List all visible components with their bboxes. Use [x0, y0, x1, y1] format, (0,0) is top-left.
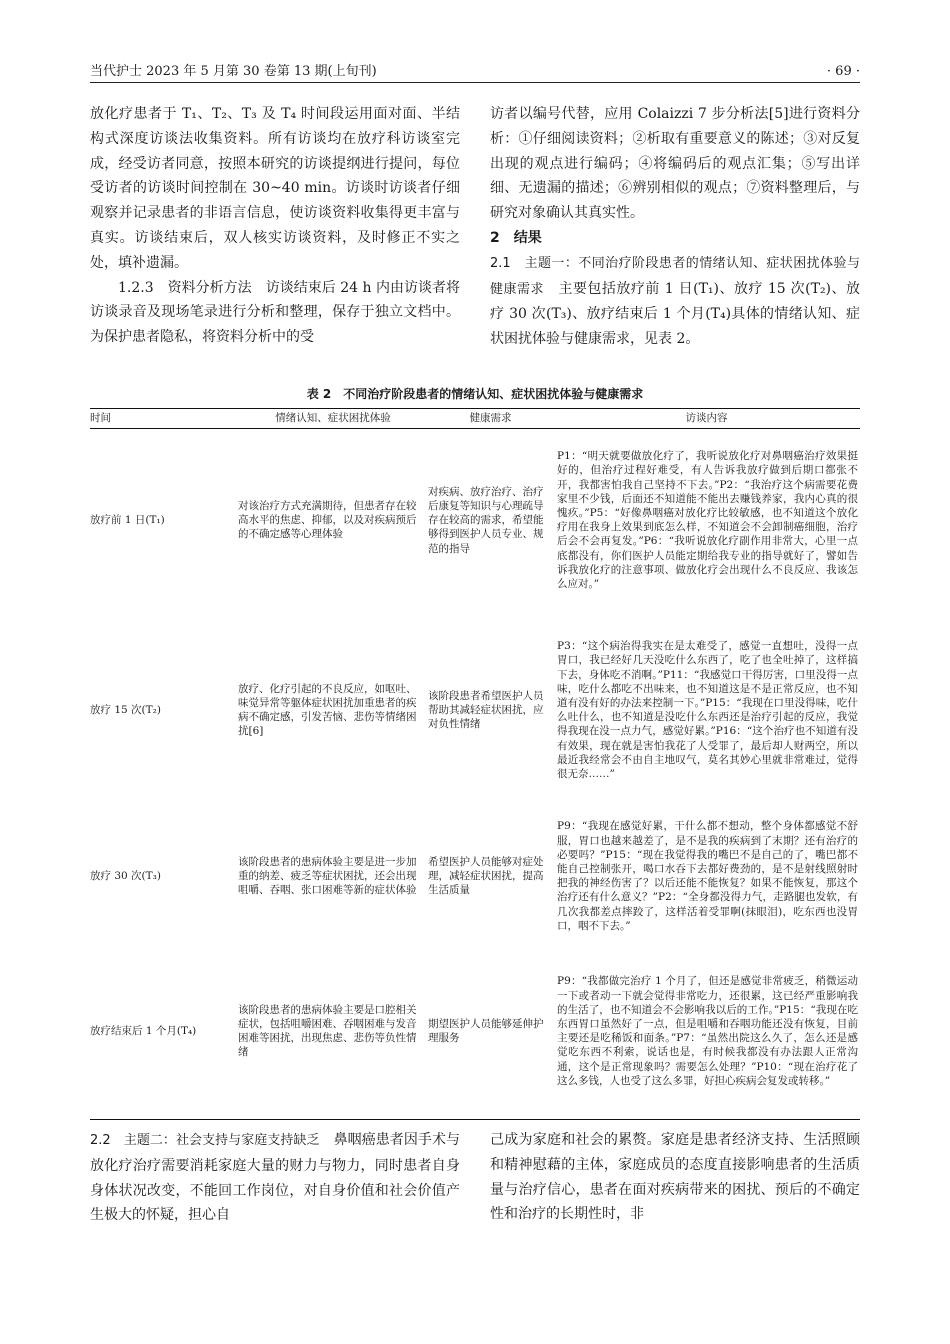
section-2-2-body: 鼻咽癌患者因手术与放化疗治疗需要消耗家庭大量的财力与物力，同时患者自身身体状况改变，不能回工作岗位，对自身价值和社会价值产生极大的怀疑，担心自: [90, 1132, 461, 1224]
section-1-2-3: [90, 276, 460, 350]
cell-time: 放疗 30 次(T₃): [90, 870, 161, 883]
header-time: 时间: [90, 409, 238, 429]
cell-time: 放疗结束后 1 个月(T₄): [90, 941, 238, 1120]
cell-time: 放疗前 1 日(T₁): [90, 514, 165, 527]
cell-time: 放疗 15 次(T₂): [90, 704, 161, 717]
section-2-1-body: 主要包括放疗前 1 日(T₁)、放疗 15 次(T₂)、放疗 30 次(T₃)、放疗结束后 1 个月(T₄)具体的情绪认知、症状困扰体验与健康需求，见表 2。: [490, 280, 860, 348]
cell-need: 希望医护人员能够对症处理，减轻症状困扰，提高生活质量: [428, 855, 544, 897]
cell-content: P9：“我都做完治疗 1 个月了，但还是感觉非常疲乏，稍微运动一下或者动一下就会觉得非常吃力，还很累，这已经严重影响我的生活了，也不知道会不会影响我以后的工作。”P15：“我现在吃东西胃口虽然好了一点，但是咀嚼和吞咽功能还没有恢复，目前主要还是吃稀饭和面条。”P7：“虽然出院这么久了，怎么还是感觉吃东西不利索，说话也是，有时候我都没有办法跟人正常沟通，这个是正常现象吗？需要怎么处理？”P10：“现在治疗花了这么多钱，人也受了这么多罪，好担心疾病会复发或转移。”: [553, 941, 860, 1120]
cell-emotion: 对该治疗方式充满期待，但患者存在较高水平的焦虑、抑郁，以及对疾病预后的不确定感等心理体验: [238, 499, 417, 541]
table-row: [90, 941, 860, 1120]
top-right-column: [490, 102, 860, 352]
header-need: 健康需求: [428, 409, 553, 429]
bottom-right-column: [490, 1128, 860, 1227]
running-header: [90, 62, 860, 83]
section-2-2: [90, 1128, 460, 1228]
family-support-paragraph: 己成为家庭和社会的累赘。家庭是患者经济支持、生活照顾和精神慰藉的主体，家庭成员的态度直接影响患者的生活质量与治疗信心，患者在面对疾病带来的困扰、预后的不确定性和治疗的长期性时，非: [490, 1132, 860, 1223]
results-table: [90, 408, 860, 1120]
cell-emotion: 放疗、化疗引起的不良反应，如呕吐、味觉异常等躯体症状困扰加重患者的疾病不确定感，引发苦恼、悲伤等情绪困扰[6]: [238, 682, 417, 738]
section-2-1-title: 2.1 主题一：不同治疗阶段患者的情绪认知、症状困扰体验与健康需求: [490, 255, 860, 297]
cell-need: 对疾病、放疗治疗、治疗后康复等知识与心理疏导存在较高的需求，希望能够得到医护人员专业、规范的指导: [428, 485, 544, 555]
table-row: [90, 809, 860, 941]
cell-need: 该阶段患者希望医护人员帮助其减轻症状困扰，应对负性情绪: [428, 689, 544, 731]
section-1-2-3-title: 1.2.3 资料分析方法: [118, 279, 252, 296]
header-emotion: 情绪认知、症状困扰体验: [238, 409, 428, 429]
cell-content: P3：“这个病治得我实在是太难受了，感觉一直想吐，没得一点胃口，我已经好几天没吃什么东西了，吃了也全吐掉了，这样搞下去，身体吃不消啊。”P11：“我感觉口干得厉害，口里没得一点味，吃什么都吃不出味来，也不知道这是不是正常反应，也不知道有没有好的办法来控制一下。”P15：“我现在口里没得味，吃什么吐什么，也不知道是没吃什么东西还是治疗引起的反应，我觉得我现在没一点力气，感觉好累。”P16：“这个治疗也不知道有没有效果，现在就是害怕我花了人受罪了，最后却人财两空，所以最近我经常会不由自主地叹气，莫名其妙心里就非常难过，觉得很无奈……”: [557, 640, 858, 781]
cell-content: P1：“明天就要做放化疗了，我听说放化疗对鼻咽癌治疗效果挺好的，但治疗过程好难受，有人告诉我放疗做到后期口都张不开，我都害怕我自己坚持不下去。”P2：“我治疗这个病需要花费家里不少钱，后面还不知道能不能出去赚钱养家，我内心真的很愧疚。”P5：“好像鼻咽癌对放化疗比较敏感，也不知道这个放化疗用在我身上效果到底怎么样，不知道会不会卸制癌细胞，治疗后会不会再复发。”P6：“我听说放化疗副作用非常大，心里一点底都没有，你们医护人员能定期给我专业的指导就好了，譬如告诉我放化疗的注意事项、做放化疗会出现什么不良反应、我该怎么应对。”: [557, 450, 858, 591]
section-1-2-3-body: 访谈结束后 24 h 内由访谈者将访谈录音及现场笔录进行分析和整理，保存于独立文档中。为保护患者隐私，将资料分析中的受: [90, 279, 461, 346]
cell-need: 期望医护人员能够延伸护理服务: [428, 941, 553, 1120]
table-row: [90, 429, 860, 610]
table-header-row: [90, 409, 860, 429]
header-content: 访谈内容: [553, 409, 860, 429]
page-number: · 69 ·: [826, 64, 860, 79]
top-left-column: [90, 102, 460, 350]
cell-content: P9：“我现在感觉好累，干什么都不想动，整个身体都感觉不舒服，胃口也越来越差了，是不是我的疾病到了末期？还有治疗的必要吗？”P15：“现在我觉得我的嘴巴不是自己的了，嘴巴都不能自己控制张开，喝口水吞下去都好费劲的，是不是射线照射时把我的神经伤害了？以后还能不能恢复？如果不能恢复，那这个治疗还有什么意义？”P2：“全身都没得力气，走路腿也发软，有几次我都差点摔跤了，这样活着受罪啊(抹眼泪)，吃东西也没胃口，咽不下去。”: [557, 820, 858, 932]
section-2-title: 2 结果: [490, 229, 542, 246]
section-2-1: [490, 251, 860, 352]
cell-emotion: 该阶段患者的患病体验主要是口腔相关症状，包括咀嚼困难、吞咽困难与发音困难等困扰，出现焦虑、悲伤等负性情绪: [238, 941, 428, 1120]
methods-paragraph: 放化疗患者于 T₁、T₂、T₃ 及 T₄ 时间段运用面对面、半结构式深度访谈法收集资料。所有访谈均在放疗科访谈室完成，经受访者同意，按照本研究的访谈提纲进行提问，每位受访者的访谈时间控制在 30~40 min。访谈时访谈者仔细观察并记录患者的非语言信息，使访谈资料收集得更丰富与真实。访谈结束后，双人核实访谈资料，及时修正不实之处，填补遗漏。: [90, 106, 460, 271]
journal-info: 当代护士 2023 年 5 月第 30 卷第 13 期(上旬刊): [90, 64, 377, 79]
cell-emotion: 该阶段患者的患病体验主要是进一步加重的纳差、疲乏等症状困扰，还会出现咀嚼、吞咽、张口困难等新的症状体验: [238, 855, 417, 897]
analysis-paragraph: 访者以编号代替，应用 Colaizzi 7 步分析法[5]进行资料分析：①仔细阅读资料；②析取有重要意义的陈述；③对反复出现的观点进行编码；④将编码后的观点汇集；⑤写出详细、无遗漏的描述；⑥辨别相似的观点；⑦资料整理后，与研究对象确认其真实性。: [490, 106, 860, 222]
table-caption: 表 2 不同治疗阶段患者的情绪认知、症状困扰体验与健康需求: [306, 387, 644, 401]
bottom-left-column: [90, 1128, 460, 1228]
table-row: [90, 609, 860, 809]
section-2-2-title: 2.2 主题二：社会支持与家庭支持缺乏: [90, 1133, 320, 1148]
